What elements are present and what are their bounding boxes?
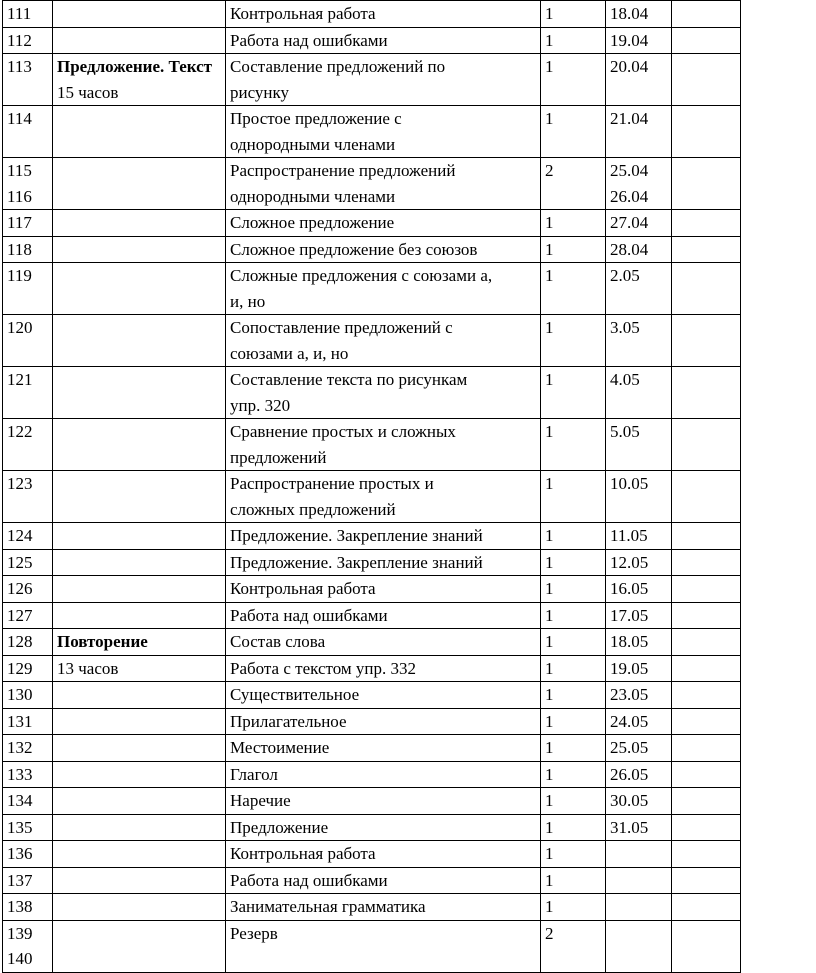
note-cell bbox=[672, 894, 741, 921]
topic-cell bbox=[53, 263, 226, 315]
lesson-number: 131 bbox=[7, 711, 33, 731]
lesson-title-cell bbox=[226, 549, 541, 576]
date-cell bbox=[606, 788, 672, 815]
lesson-title: Местоимение bbox=[230, 738, 330, 757]
lesson-title-cell bbox=[226, 263, 541, 315]
note-cell bbox=[672, 629, 741, 656]
lesson-number-cell bbox=[3, 788, 53, 815]
lesson-number: 134 bbox=[7, 791, 33, 810]
date-cell bbox=[606, 549, 672, 576]
lesson-date: 2.05 bbox=[610, 266, 640, 285]
topic-cell bbox=[53, 708, 226, 735]
table-row bbox=[3, 367, 741, 419]
table-row bbox=[3, 54, 741, 106]
date-cell bbox=[606, 682, 672, 709]
lesson-title-cell bbox=[226, 367, 541, 419]
hours-cell: 1 bbox=[541, 761, 606, 788]
table-row bbox=[3, 708, 741, 735]
date-cell bbox=[606, 523, 672, 550]
lesson-number: 129 bbox=[7, 658, 33, 678]
lesson-title: и, но bbox=[230, 291, 266, 311]
date-cell bbox=[606, 236, 672, 263]
hours-cell: 1 bbox=[541, 602, 606, 629]
lesson-title: упр. 320 bbox=[230, 395, 291, 415]
note-cell bbox=[672, 920, 741, 972]
lesson-title-cell bbox=[226, 27, 541, 54]
note-cell bbox=[672, 576, 741, 603]
date-cell bbox=[606, 894, 672, 921]
hours-cell: 2 bbox=[541, 920, 606, 972]
topic-cell bbox=[53, 158, 226, 210]
lesson-title-cell bbox=[226, 814, 541, 841]
table-row bbox=[3, 735, 741, 762]
lesson-number-cell bbox=[3, 761, 53, 788]
topic-title: Предложение. Текст bbox=[57, 57, 213, 76]
lesson-title-cell bbox=[226, 419, 541, 471]
table-row bbox=[3, 841, 741, 868]
lesson-title: Работа над ошибками bbox=[230, 605, 388, 625]
lesson-title: Наречие bbox=[230, 791, 291, 810]
note-cell bbox=[672, 682, 741, 709]
hours-cell: 1 bbox=[541, 841, 606, 868]
topic-cell bbox=[53, 735, 226, 762]
lesson-date: 12.05 bbox=[610, 552, 649, 572]
note-cell bbox=[672, 788, 741, 815]
lesson-date: 17.05 bbox=[610, 605, 649, 625]
lesson-date: 31.05 bbox=[610, 817, 649, 837]
lesson-title-cell bbox=[226, 1, 541, 28]
lesson-number: 121 bbox=[7, 370, 33, 389]
topic-cell bbox=[53, 236, 226, 263]
table-row bbox=[3, 788, 741, 815]
lesson-date: 5.05 bbox=[610, 422, 640, 441]
lesson-number: 132 bbox=[7, 738, 33, 757]
hours-cell: 1 bbox=[541, 814, 606, 841]
lesson-title-cell bbox=[226, 708, 541, 735]
table-row bbox=[3, 629, 741, 656]
date-cell bbox=[606, 158, 672, 210]
hours-cell: 1 bbox=[541, 471, 606, 523]
lesson-date: 10.05 bbox=[610, 474, 649, 493]
lesson-number: 117 bbox=[7, 213, 32, 232]
note-cell bbox=[672, 54, 741, 106]
lesson-title-cell bbox=[226, 236, 541, 263]
lesson-title: предложений bbox=[230, 447, 327, 467]
hours-cell: 2 bbox=[541, 158, 606, 210]
lesson-date: 21.04 bbox=[610, 109, 649, 128]
lesson-title-cell bbox=[226, 629, 541, 656]
lesson-title: союзами а, и, но bbox=[230, 343, 349, 363]
hours-cell: 1 bbox=[541, 735, 606, 762]
date-cell bbox=[606, 576, 672, 603]
topic-cell bbox=[53, 841, 226, 868]
lesson-title: Предложение bbox=[230, 817, 329, 837]
hours-cell: 1 bbox=[541, 54, 606, 106]
lesson-title: Сравнение простых и сложных bbox=[230, 422, 456, 441]
lesson-number: 119 bbox=[7, 266, 32, 285]
note-cell bbox=[672, 708, 741, 735]
lesson-title: Предложение. Закрепление знаний bbox=[230, 526, 483, 545]
lesson-date: 26.05 bbox=[610, 764, 649, 784]
lesson-number: 111 bbox=[7, 4, 32, 23]
topic-cell bbox=[53, 761, 226, 788]
note-cell bbox=[672, 210, 741, 237]
lesson-title: Сложное предложение bbox=[230, 213, 395, 232]
lesson-number-cell bbox=[3, 549, 53, 576]
lesson-title-cell bbox=[226, 655, 541, 682]
table-row bbox=[3, 158, 741, 210]
lesson-title: Сопоставление предложений с bbox=[230, 318, 453, 337]
hours-cell: 1 bbox=[541, 708, 606, 735]
lesson-number-cell bbox=[3, 682, 53, 709]
lesson-number: 137 bbox=[7, 870, 33, 890]
lesson-number-cell bbox=[3, 367, 53, 419]
lesson-title-cell bbox=[226, 920, 541, 972]
topic-cell bbox=[53, 920, 226, 972]
topic-cell bbox=[53, 523, 226, 550]
lesson-number: 127 bbox=[7, 605, 33, 625]
lesson-title: Резерв bbox=[230, 923, 278, 943]
lesson-number: 122 bbox=[7, 422, 33, 441]
lesson-date: 3.05 bbox=[610, 318, 640, 337]
table-row bbox=[3, 471, 741, 523]
lesson-number: 130 bbox=[7, 685, 33, 704]
lesson-number-cell bbox=[3, 655, 53, 682]
date-cell bbox=[606, 1, 672, 28]
lesson-number-cell bbox=[3, 629, 53, 656]
table-row bbox=[3, 682, 741, 709]
hours-cell: 1 bbox=[541, 549, 606, 576]
hours-cell: 1 bbox=[541, 236, 606, 263]
lesson-number-cell bbox=[3, 263, 53, 315]
lesson-date: 16.05 bbox=[610, 579, 649, 598]
lesson-title: Сложные предложения с союзами а, bbox=[230, 266, 493, 285]
lesson-number-cell bbox=[3, 419, 53, 471]
note-cell bbox=[672, 106, 741, 158]
lesson-number-cell bbox=[3, 471, 53, 523]
lesson-number-cell bbox=[3, 523, 53, 550]
lesson-number: 133 bbox=[7, 764, 33, 784]
note-cell bbox=[672, 367, 741, 419]
table-row bbox=[3, 106, 741, 158]
lesson-title: Контрольная работа bbox=[230, 4, 376, 23]
lesson-title: Работа с текстом упр. 332 bbox=[230, 658, 416, 678]
lesson-title: Глагол bbox=[230, 764, 278, 784]
lesson-title: Составление предложений по bbox=[230, 57, 446, 76]
date-cell bbox=[606, 814, 672, 841]
lesson-date: 24.05 bbox=[610, 711, 649, 731]
lesson-number: 124 bbox=[7, 526, 33, 545]
date-cell bbox=[606, 735, 672, 762]
lesson-date: 25.04 bbox=[610, 161, 649, 180]
table-row bbox=[3, 263, 741, 315]
lesson-number: 113 bbox=[7, 57, 32, 76]
note-cell bbox=[672, 867, 741, 894]
lesson-date: 27.04 bbox=[610, 213, 649, 232]
lesson-number: 128 bbox=[7, 632, 33, 651]
date-cell bbox=[606, 367, 672, 419]
date-cell bbox=[606, 419, 672, 471]
lesson-title: Простое предложение с bbox=[230, 109, 402, 128]
table-row bbox=[3, 419, 741, 471]
hours-cell: 1 bbox=[541, 576, 606, 603]
lesson-number-cell bbox=[3, 920, 53, 972]
topic-cell bbox=[53, 814, 226, 841]
table-row bbox=[3, 1, 741, 28]
date-cell bbox=[606, 54, 672, 106]
hours-cell: 1 bbox=[541, 629, 606, 656]
date-cell bbox=[606, 471, 672, 523]
lesson-date: 4.05 bbox=[610, 370, 640, 389]
note-cell bbox=[672, 549, 741, 576]
table-row bbox=[3, 523, 741, 550]
note-cell bbox=[672, 761, 741, 788]
topic-cell bbox=[53, 549, 226, 576]
table-row bbox=[3, 576, 741, 603]
lesson-title: Прилагательное bbox=[230, 711, 347, 731]
lesson-number-cell bbox=[3, 315, 53, 367]
lesson-number: 112 bbox=[7, 30, 32, 50]
topic-cell bbox=[53, 682, 226, 709]
lesson-title-cell bbox=[226, 735, 541, 762]
lesson-number: 140 bbox=[7, 949, 33, 968]
date-cell bbox=[606, 602, 672, 629]
date-cell bbox=[606, 708, 672, 735]
hours-cell: 1 bbox=[541, 263, 606, 315]
topic-hours: 15 часов bbox=[57, 82, 119, 102]
lesson-title-cell bbox=[226, 602, 541, 629]
lesson-number: 114 bbox=[7, 109, 32, 128]
lesson-title: однородными членами bbox=[230, 134, 396, 154]
lesson-title: сложных предложений bbox=[230, 499, 396, 519]
lesson-title: Предложение. Закрепление знаний bbox=[230, 552, 483, 572]
lesson-date: 23.05 bbox=[610, 685, 649, 704]
table-row bbox=[3, 210, 741, 237]
hours-cell: 1 bbox=[541, 894, 606, 921]
hours-cell: 1 bbox=[541, 27, 606, 54]
lesson-number: 139 bbox=[7, 923, 33, 943]
note-cell bbox=[672, 841, 741, 868]
lesson-title: Распространение предложений bbox=[230, 161, 456, 180]
topic-cell bbox=[53, 210, 226, 237]
lesson-number-cell bbox=[3, 576, 53, 603]
table-row bbox=[3, 655, 741, 682]
hours-cell: 1 bbox=[541, 867, 606, 894]
lesson-title-cell bbox=[226, 106, 541, 158]
lesson-title-cell bbox=[226, 576, 541, 603]
date-cell bbox=[606, 629, 672, 656]
table-row bbox=[3, 602, 741, 629]
date-cell bbox=[606, 210, 672, 237]
topic-cell bbox=[53, 867, 226, 894]
lesson-title-cell bbox=[226, 523, 541, 550]
date-cell bbox=[606, 27, 672, 54]
lesson-title-cell bbox=[226, 841, 541, 868]
lesson-number-cell bbox=[3, 867, 53, 894]
note-cell bbox=[672, 158, 741, 210]
hours-cell: 1 bbox=[541, 523, 606, 550]
hours-cell: 1 bbox=[541, 315, 606, 367]
note-cell bbox=[672, 655, 741, 682]
lesson-title: Существительное bbox=[230, 685, 360, 704]
lesson-date: 18.04 bbox=[610, 4, 649, 23]
topic-cell bbox=[53, 54, 226, 106]
date-cell bbox=[606, 263, 672, 315]
hours-cell: 1 bbox=[541, 367, 606, 419]
topic-cell bbox=[53, 629, 226, 656]
lesson-date: 25.05 bbox=[610, 738, 649, 757]
lesson-title-cell bbox=[226, 682, 541, 709]
lesson-number-cell bbox=[3, 236, 53, 263]
lesson-title-cell bbox=[226, 158, 541, 210]
hours-cell: 1 bbox=[541, 419, 606, 471]
topic-cell bbox=[53, 367, 226, 419]
lesson-title: однородными членами bbox=[230, 186, 396, 206]
table-row bbox=[3, 27, 741, 54]
lesson-number: 116 bbox=[7, 186, 32, 206]
lesson-title: Составление текста по рисункам bbox=[230, 370, 468, 389]
lesson-title: рисунку bbox=[230, 82, 290, 102]
lesson-number: 125 bbox=[7, 552, 33, 572]
date-cell bbox=[606, 867, 672, 894]
table-row bbox=[3, 920, 741, 972]
table-row bbox=[3, 549, 741, 576]
lesson-number: 138 bbox=[7, 897, 33, 916]
lesson-plan-body bbox=[3, 1, 741, 973]
lesson-number: 120 bbox=[7, 318, 33, 337]
note-cell bbox=[672, 419, 741, 471]
topic-cell bbox=[53, 894, 226, 921]
note-cell bbox=[672, 602, 741, 629]
lesson-title: Состав слова bbox=[230, 632, 326, 651]
lesson-date: 19.05 bbox=[610, 658, 649, 678]
topic-cell bbox=[53, 576, 226, 603]
lesson-number: 118 bbox=[7, 239, 32, 259]
hours-cell: 1 bbox=[541, 106, 606, 158]
lesson-title-cell bbox=[226, 54, 541, 106]
lesson-number: 123 bbox=[7, 474, 33, 493]
topic-cell bbox=[53, 1, 226, 28]
lesson-title: Контрольная работа bbox=[230, 579, 376, 598]
hours-cell: 1 bbox=[541, 682, 606, 709]
date-cell bbox=[606, 761, 672, 788]
lesson-number: 135 bbox=[7, 817, 33, 837]
lesson-number-cell bbox=[3, 210, 53, 237]
hours-cell: 1 bbox=[541, 1, 606, 28]
topic-title: Повторение bbox=[57, 632, 148, 651]
lesson-title-cell bbox=[226, 867, 541, 894]
lesson-number-cell bbox=[3, 54, 53, 106]
lesson-number-cell bbox=[3, 106, 53, 158]
lesson-number-cell bbox=[3, 602, 53, 629]
date-cell bbox=[606, 920, 672, 972]
table-row bbox=[3, 814, 741, 841]
lesson-number-cell bbox=[3, 1, 53, 28]
date-cell bbox=[606, 841, 672, 868]
lesson-date: 20.04 bbox=[610, 57, 649, 76]
date-cell bbox=[606, 106, 672, 158]
lesson-title: Распространение простых и bbox=[230, 474, 434, 493]
lesson-number-cell bbox=[3, 708, 53, 735]
lesson-title-cell bbox=[226, 471, 541, 523]
topic-cell bbox=[53, 471, 226, 523]
lesson-title: Работа над ошибками bbox=[230, 30, 388, 50]
topic-cell bbox=[53, 315, 226, 367]
lesson-plan-table bbox=[2, 0, 741, 973]
lesson-number-cell bbox=[3, 841, 53, 868]
topic-cell bbox=[53, 602, 226, 629]
note-cell bbox=[672, 735, 741, 762]
topic-cell bbox=[53, 419, 226, 471]
lesson-number: 115 bbox=[7, 161, 32, 180]
lesson-number: 126 bbox=[7, 579, 33, 598]
lesson-title-cell bbox=[226, 788, 541, 815]
note-cell bbox=[672, 523, 741, 550]
lesson-date: 11.05 bbox=[610, 526, 648, 545]
note-cell bbox=[672, 814, 741, 841]
note-cell bbox=[672, 471, 741, 523]
topic-cell bbox=[53, 788, 226, 815]
topic-cell bbox=[53, 27, 226, 54]
topic-cell bbox=[53, 655, 226, 682]
hours-cell: 1 bbox=[541, 655, 606, 682]
lesson-date: 28.04 bbox=[610, 239, 649, 259]
lesson-title-cell bbox=[226, 894, 541, 921]
topic-hours: 13 часов bbox=[57, 658, 119, 678]
lesson-date: 18.05 bbox=[610, 632, 649, 651]
topic-cell bbox=[53, 106, 226, 158]
lesson-title-cell bbox=[226, 315, 541, 367]
note-cell bbox=[672, 27, 741, 54]
table-row bbox=[3, 315, 741, 367]
table-row bbox=[3, 894, 741, 921]
table-row bbox=[3, 761, 741, 788]
lesson-number-cell bbox=[3, 27, 53, 54]
note-cell bbox=[672, 315, 741, 367]
date-cell bbox=[606, 655, 672, 682]
table-row bbox=[3, 236, 741, 263]
lesson-date: 26.04 bbox=[610, 186, 649, 206]
note-cell bbox=[672, 263, 741, 315]
note-cell bbox=[672, 236, 741, 263]
lesson-title: Контрольная работа bbox=[230, 844, 376, 863]
note-cell bbox=[672, 1, 741, 28]
hours-cell: 1 bbox=[541, 788, 606, 815]
lesson-title-cell bbox=[226, 761, 541, 788]
lesson-title: Работа над ошибками bbox=[230, 870, 388, 890]
lesson-date: 19.04 bbox=[610, 30, 649, 50]
lesson-number: 136 bbox=[7, 844, 33, 863]
lesson-number-cell bbox=[3, 894, 53, 921]
lesson-number-cell bbox=[3, 158, 53, 210]
lesson-date: 30.05 bbox=[610, 791, 649, 810]
table-row bbox=[3, 867, 741, 894]
hours-cell: 1 bbox=[541, 210, 606, 237]
lesson-title: Сложное предложение без союзов bbox=[230, 239, 478, 259]
lesson-title-cell bbox=[226, 210, 541, 237]
lesson-number-cell bbox=[3, 735, 53, 762]
lesson-number-cell bbox=[3, 814, 53, 841]
date-cell bbox=[606, 315, 672, 367]
lesson-title: Занимательная грамматика bbox=[230, 897, 426, 916]
